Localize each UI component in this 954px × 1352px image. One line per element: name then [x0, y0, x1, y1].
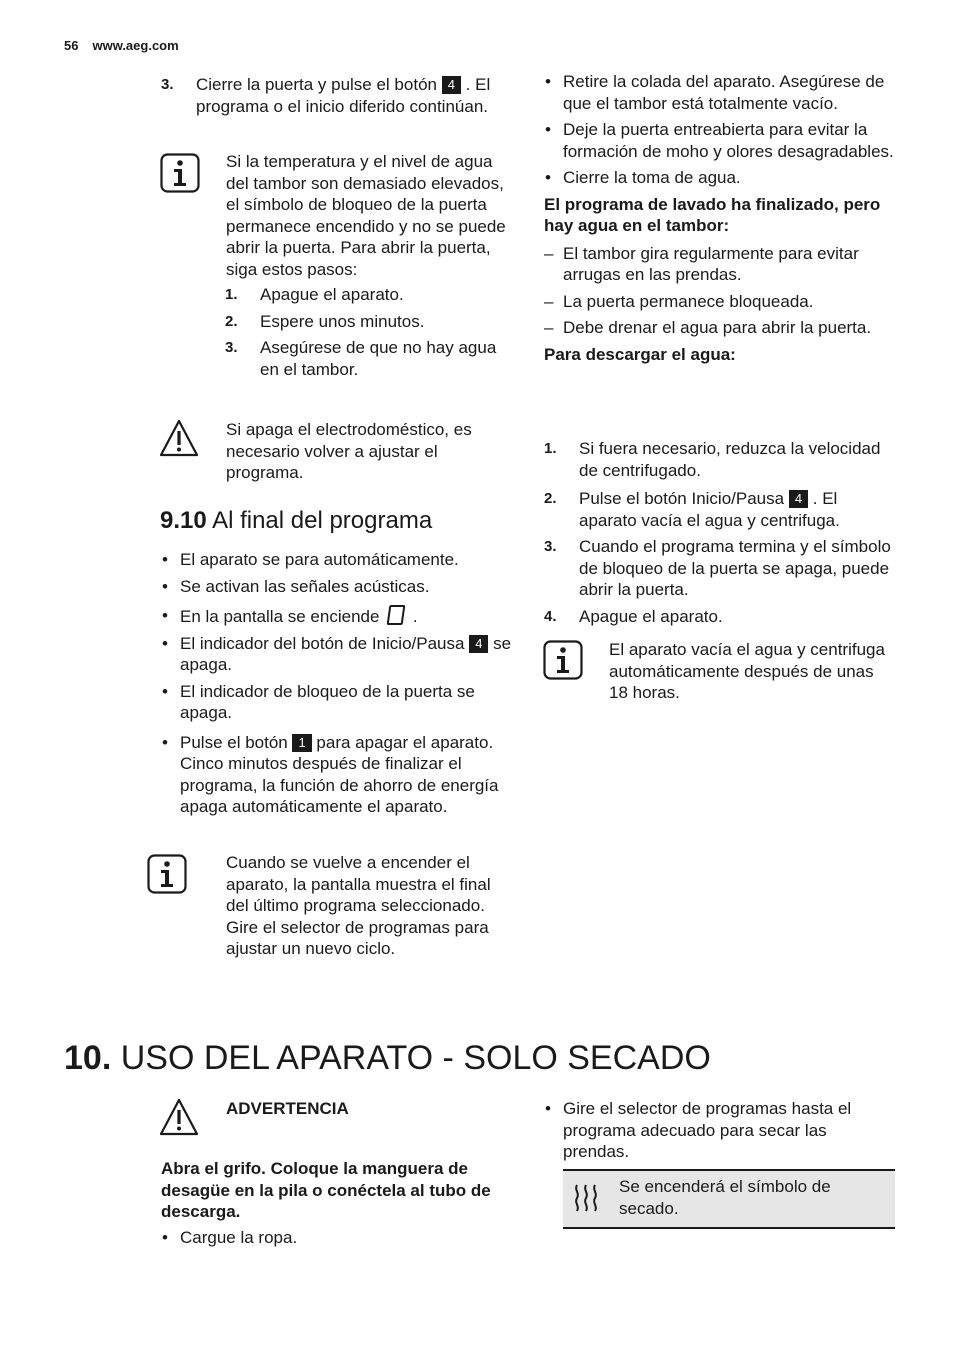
- list-item: • Se activan las señales acústicas.: [180, 576, 516, 598]
- list-item: 2. Espere unos minutos.: [225, 311, 425, 331]
- list-item: • Pulse el botón 1 para apagar el aparato. Cinco minutos después de finalizar el programa, la función de ahorro de energía apaga automáticamente el aparato.: [180, 732, 516, 818]
- key-4: 4: [442, 76, 461, 94]
- list-item: 3. Cuando el programa termina y el símbolo de bloqueo de la puerta se apaga, puede abrir la puerta.: [544, 537, 891, 599]
- warning-text: Si apaga el electrodoméstico, es necesario volver a ajustar el programa.: [226, 420, 472, 482]
- select-program: [563, 1098, 897, 1168]
- list-item: • El indicador del botón de Inicio/Pausa 4 se apaga.: [180, 633, 516, 676]
- key-4: 4: [789, 490, 808, 508]
- list-item: 1. Apague el aparato.: [225, 285, 404, 304]
- website: www.aeg.com: [92, 38, 179, 53]
- warning-label: ADVERTENCIA: [226, 1099, 349, 1118]
- note-door-lock: Si la temperatura y el nivel de agua del tambor son demasiado elevados, el símbolo de bloqueo de la puerta permanece encendido y no se puede abrir la puerta. Para abrir la puerta, siga estos pasos: 1. Apague el aparato. 2. Espere unos minutos. 3. Asegúrese de que no hay agua en el tambor.: [226, 151, 516, 385]
- page-header: [64, 38, 179, 54]
- list-item: – Debe drenar el agua para abrir la puerta.: [563, 317, 897, 339]
- drying-symbol-box: [563, 1169, 895, 1229]
- warning-icon: [159, 418, 199, 458]
- left-step-3: 3. Cierre la puerta y pulse el botón 4 . El programa o el inicio diferido continúan.: [161, 75, 491, 116]
- warning-icon: [159, 1097, 199, 1137]
- list-item: • En la pantalla se enciende .: [180, 605, 516, 628]
- key-1: 1: [292, 734, 311, 752]
- drying-box-text: Se encenderá el símbolo de secado.: [619, 1177, 831, 1218]
- info-icon: [543, 640, 583, 680]
- list-item: • Retire la colada del aparato. Asegúrese de que el tambor está totalmente vacío.: [563, 71, 897, 114]
- key-4: 4: [469, 635, 488, 653]
- list-item: • El indicador de bloqueo de la puerta se apaga.: [180, 681, 516, 724]
- list-item: 2. Pulse el botón Inicio/Pausa 4 . El aparato vacía el agua y centrifuga.: [544, 489, 840, 530]
- list-item: 4. Apague el aparato.: [544, 606, 723, 626]
- list-item: • Deje la puerta entreabierta para evitar la formación de moho y olores desagradables.: [563, 119, 897, 162]
- drain-steps: [544, 438, 897, 632]
- list-item: 1. Si fuera necesario, reduzca la velocidad de centrifugado.: [544, 439, 881, 480]
- end-program-list: [180, 549, 516, 823]
- note-restart: Cuando se vuelve a encender el aparato, la pantalla muestra el final del último programa seleccionado. Gire el selector de programas para ajustar un nuevo ciclo.: [226, 853, 491, 958]
- right-column: [544, 71, 897, 365]
- step-number: 3.: [161, 76, 174, 93]
- list-item: • Cierre la toma de agua.: [563, 167, 897, 189]
- list-item: • Cargue la ropa.: [180, 1227, 516, 1249]
- chapter-title: 10. USO DEL APARATO - SOLO SECADO: [64, 1039, 711, 1077]
- list-item: 3. Asegúrese de que no hay agua en el tambor.: [225, 338, 497, 379]
- list-item: – El tambor gira regularmente para evitar arrugas en las prendas.: [563, 243, 897, 286]
- display-zero-symbol: [387, 605, 406, 625]
- page-number: 56: [64, 38, 79, 53]
- info-icon: [147, 854, 187, 894]
- heading-water-in-drum: El programa de lavado ha finalizado, pero hay agua en el tambor:: [544, 194, 881, 235]
- list-item: – La puerta permanece bloqueada.: [563, 291, 897, 313]
- list-item: • Gire el selector de programas hasta el programa adecuado para secar las prendas.: [563, 1098, 897, 1163]
- list-item: • El aparato se para automáticamente.: [180, 549, 516, 571]
- drying-icon: [573, 1183, 599, 1213]
- warning-instructions: Abra el grifo. Coloque la manguera de desagüe en la pila o conéctela al tubo de descarga.: [161, 1159, 491, 1221]
- section-title: 9.10 Al final del programa: [160, 507, 433, 534]
- heading-drain-water: Para descargar el agua:: [544, 344, 736, 364]
- note-steps: [225, 284, 516, 380]
- load-laundry: [180, 1227, 516, 1254]
- note-auto-drain: El aparato vacía el agua y centrifuga automáticamente después de unas 18 horas.: [609, 640, 885, 702]
- info-icon: [160, 153, 200, 193]
